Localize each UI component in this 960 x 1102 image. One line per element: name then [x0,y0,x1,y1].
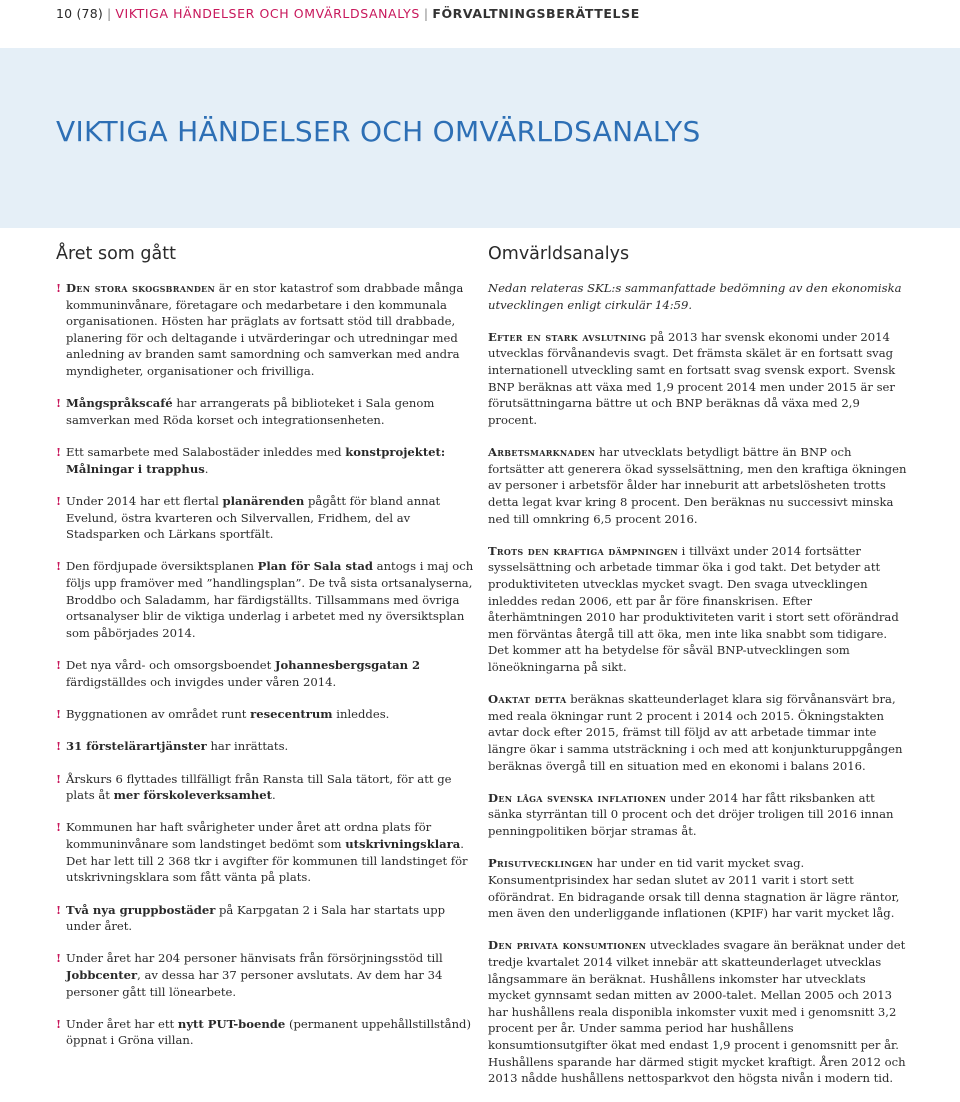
header-subsection: FÖRVALTNINGSBERÄTTELSE [432,6,640,21]
event-item [56,558,482,641]
page-number: 10 (78) [56,6,103,21]
event-item [56,444,482,477]
exclamation-marker: ! [56,771,62,786]
paragraph-lead: Den låga svenska inflationen [488,790,667,805]
paragraph-text: har utvecklats betydligt bättre än BNP och fortsätter att generera ökad sysselsättning, men den kraftiga ökningen av personer i arbetsför ålder har inneburit att arbetslösheten trotts detta legat kvar kring 8 procent. Den beräknas nu successivt minska ned till omnkring 6,5 procent 2016. [488,445,907,526]
paragraph-lead: Oaktat detta [488,692,567,707]
event-item [56,706,482,723]
event-text: Kommunen har haft svårigheter under året att ordna plats för kommuninvånare som landstinget bedömt som [66,820,432,852]
exclamation-marker: ! [56,658,62,673]
event-text: Under året har ett [66,1016,178,1031]
event-item [56,819,482,885]
event-list [56,280,482,1049]
title-banner [0,48,960,228]
paragraph-text: på 2013 har svensk ekonomi under 2014 utvecklas förvånandevis svagt. Det främsta skälet är en fortsatt svag internationell utveckling samt en fortsatt svag svensk export. Svensk BNP beräknas att växa med 1,9 procent 2014 men under 2015 är ser förutsättningarna bättre ut och BNP beräknas då växa med 2,9 procent. [488,329,896,427]
event-text: Årskurs 6 flyttades tillfälligt från Ransta till Sala tätort, för att ge plats åt [66,771,452,803]
event-text: Det nya vård- och omsorgsboendet [66,658,275,673]
left-heading: Året som gått [56,244,176,264]
event-highlight: mer förskoleverksamhet [113,788,273,803]
event-highlight: Den stora skogsbranden [66,281,216,295]
exclamation-marker: ! [56,951,62,966]
page-title: VIKTIGA HÄNDELSER OCH OMVÄRLDSANALYS [56,115,701,148]
event-text: inleddes. [332,707,390,721]
event-text: . Det har lett till 2 368 tkr i avgifter för kommunen till landstinget för utskrivningsklara som fått vänta på plats. [66,837,468,885]
event-item [56,1016,482,1049]
event-item [56,280,482,380]
event-text: Ett samarbete med Salabostäder inleddes med [66,445,346,460]
paragraph-lead: Arbetsmarknaden [488,445,596,460]
exclamation-marker: ! [56,902,62,917]
paragraph-text: i tillväxt under 2014 fortsätter sysselsättning och arbetade timmar öka i god takt. Det betyder att produktiviteten utvecklas mycket svagt. Den svaga utvecklingen inleddes redan 2006, ett par år före finanskrisen. Efter återhämtningen 2010 har produktiviteten varit i stort sett oförändrad men förväntas återgå till att öka, men inte lika snabbt som tidigare. Det kommer att ha betydelse för såväl BNP-utvecklingen som löneökningarna på sikt. [488,543,899,674]
exclamation-marker: ! [56,494,62,508]
event-item [56,395,482,428]
event-highlight: nytt PUT-boende [177,1016,286,1031]
event-text: Under 2014 har ett flertal [66,494,223,508]
event-highlight: Två nya gruppbostäder [66,902,216,917]
event-text: . [204,461,209,476]
right-heading: Omvärldsanalys [488,244,630,264]
event-text: Under året har 204 personer hänvisats från försörjningsstöd till [66,951,443,966]
event-item [56,950,482,1000]
analysis-paragraph [488,444,910,527]
exclamation-marker: ! [56,820,62,835]
exclamation-marker: ! [56,281,62,295]
paragraph-text: har under en tid varit mycket svag. Konsumentprisindex har sedan slutet av 2011 varit i stort sett oförändrat. En bidragande orsak till denna stagnation är lägre räntor, men även den underliggande inflationen (KPIF) har varit mycket låg. [488,856,900,921]
event-item [56,493,482,543]
event-text: är en stor katastrof som drabbade många kommuninvånare, företagare och medarbetare i den kommunala organisationen. Hösten har präglats av fortsatt stöd till drabbade, planering för och deltagande i utvärderingar och utredningar med anledning av branden samt samordning och samverkan med andra myndigheter, organisationer och frivilliga. [66,281,464,378]
header-separator: | [423,6,429,21]
right-column [488,243,910,1102]
event-text: har inrättats. [206,739,289,754]
analysis-paragraph [488,691,910,774]
event-text: . [272,788,276,803]
analysis-paragraph [488,790,910,840]
paragraph-lead: Trots den kraftiga dämpningen [488,543,678,558]
exclamation-marker: ! [56,739,62,754]
exclamation-marker: ! [56,707,62,721]
event-text: färdigställdes och invigdes under våren 2014. [66,674,337,689]
event-highlight: resecentrum [250,707,333,721]
event-text: har arrangerats på biblioteket i Sala genom samverkan med Röda korset och integrationsenheten. [66,396,435,427]
paragraph-lead: Prisutvecklingen [488,856,594,871]
event-highlight: planärenden [222,494,305,508]
exclamation-marker: ! [56,445,62,460]
event-text: (permanent uppehållstillstånd) öppnat i Gröna villan. [66,1016,471,1048]
exclamation-marker: ! [56,1016,62,1031]
header-separator: | [106,6,112,21]
event-highlight: Mångspråkscafé [66,396,173,411]
event-highlight: Jobbcenter [66,967,138,982]
analysis-paragraph [488,329,910,429]
event-highlight: 31 förstelärartjänster [66,739,207,754]
event-highlight: utskrivningsklara [345,837,461,852]
exclamation-marker: ! [56,559,62,574]
intro-paragraph: Nedan relateras SKL:s sammanfattade bedömning av den ekonomiska utvecklingen enligt cirkulär 14:59. [488,281,902,312]
paragraph-text: utvecklades svagare än beräknat under det tredje kvartalet 2014 vilket innebär att skatteunderlaget utvecklas långsammare än beräknat. Hushållens inkomster har utvecklats mycket gynnsamt sedan mitten av 2000-talet. Mellan 2005 och 2013 har hushållens reala disponibla inkomster vuxit med i genomsnitt 3,2 procent per år. Under samma period har hushållens konsumtionsutgifter ökat med endast 1,9 procent i genomsnitt per år. Hushållens sparande har därmed stigit mycket kraftigt. Åren 2012 och 2013 nådde hushållens nettosparkvot den högsta nivån i modern tid. [488,938,906,1086]
event-highlight: konstprojektet: Målningar i trapphus [66,445,446,476]
event-text: Den fördjupade översiktsplanen [66,559,258,574]
event-item [56,902,482,935]
exclamation-marker: ! [56,396,62,411]
event-text: , av dessa har 37 personer avslutats. Av dem har 34 personer gått till lönearbete. [66,967,443,999]
event-item [56,738,482,755]
event-text: på Karpgatan 2 i Sala har startats upp under året. [66,902,446,934]
paragraph-text: beräknas skatteunderlaget klara sig förvånansvärt bra, med reala ökningar runt 2 procent i 2014 och 2015. Ökningstakten avtar dock efter 2015, främst till följd av att arbetade timmar inte längre ökar i samma utsträckning i och med att konjunkturuppgången beräknas övergå till en situation med en ekonomi i balans 2016. [488,692,903,773]
event-text: Byggnationen av området runt [66,707,251,721]
event-text: antogs i maj och följs upp framöver med ”handlingsplan”. De två sista ortsanalyserna, Broddbo och Saladamm, har färdigställts. Tillsammans med övriga ortsanalyser blir de viktiga underlag i arbetet med ny översiktsplan som påbörjades 2014. [66,559,474,640]
paragraph-lead: Efter en stark avslutning [488,329,647,344]
left-column [56,243,482,1065]
header-section: VIKTIGA HÄNDELSER OCH OMVÄRLDSANALYS [115,6,420,21]
event-highlight: Plan för Sala stad [257,559,373,574]
paragraph-text: under 2014 har fått riksbanken att sänka styrräntan till 0 procent och det dröjer troligen till 2016 innan penningpolitiken börjar stramas åt. [488,790,894,839]
event-item [56,771,482,804]
analysis-list [488,329,910,1087]
event-item [56,657,482,690]
analysis-paragraph [488,543,910,676]
analysis-paragraph [488,855,910,921]
paragraph-lead: Den privata konsumtionen [488,938,647,953]
page-header [56,6,640,21]
analysis-paragraph [488,937,910,1086]
event-highlight: Johannesbergsgatan 2 [274,658,421,673]
event-text: pågått för bland annat Evelund, östra kvarteren och Silvervallen, Fridhem, del av Stadsparken och Lärkans sportfält. [66,494,441,542]
